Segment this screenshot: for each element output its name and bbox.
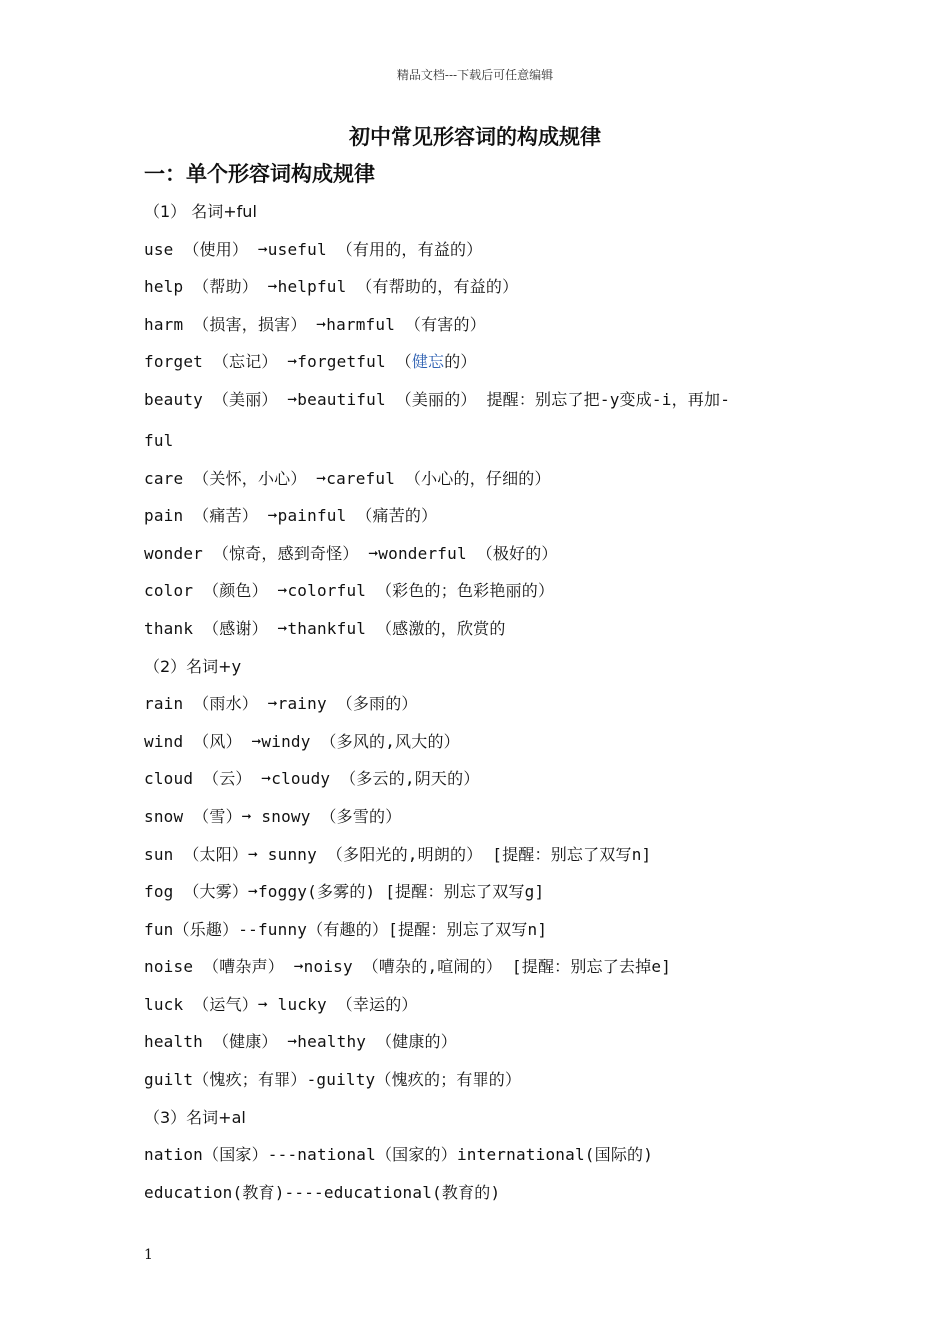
entry-line: luck （运气）➞ lucky （幸运的） xyxy=(144,994,418,1014)
page-number: 1 xyxy=(144,1247,153,1263)
entry-line: wonder （惊奇，感到奇怪） ➞wonderful （极好的） xyxy=(144,543,558,563)
document-body xyxy=(144,193,824,1211)
page-header: 精品文档---下载后可任意编辑 xyxy=(396,68,554,82)
entry-line: guilt（愧疚；有罪）-guilty（愧疚的；有罪的） xyxy=(144,1070,522,1090)
entry-line: health （健康） ➞healthy （健康的） xyxy=(144,1032,457,1052)
entry-line: nation（国家）---national（国家的）international(国际的) xyxy=(144,1145,654,1165)
entry-line: snow （雪）➞ snowy （多雪的） xyxy=(144,806,402,826)
entry-line: wind （风） ➞windy （多风的,风大的） xyxy=(144,731,460,751)
entry-line: noise （嘈杂声） ➞noisy （嘈杂的,喧闹的） [提醒：别忘了去掉e] xyxy=(144,957,672,977)
entry-text: forget （忘记） ➞forgetful （ xyxy=(144,352,412,372)
entry-line: sun （太阳）➞ sunny （多阳光的,明朗的） [提醒：别忘了双写n] xyxy=(144,844,652,864)
entry-line-continued: ful xyxy=(144,430,174,450)
entry-line: education(教育)----educational(教育的) xyxy=(144,1182,501,1202)
entry-line: harm （损害，损害） ➞harmful （有害的） xyxy=(144,314,486,334)
entry-line: fog （大雾）➞foggy(多雾的) [提醒：别忘了双写g] xyxy=(144,882,545,902)
entry-line: color （颜色） ➞colorful （彩色的；色彩艳丽的） xyxy=(144,581,555,601)
entry-line: use （使用） ➞useful （有用的，有益的） xyxy=(144,239,483,259)
hyperlink-jianwang[interactable]: 健忘 xyxy=(411,352,445,372)
entry-line: cloud （云） ➞cloudy （多云的,阴天的） xyxy=(144,769,480,789)
entry-line: pain （痛苦） ➞painful （痛苦的） xyxy=(144,506,438,526)
entry-line-forget xyxy=(144,343,824,381)
entry-line: thank （感谢） ➞thankful （感激的，欣赏的 xyxy=(144,618,506,638)
entry-line: care （关怀，小心） ➞careful （小心的，仔细的） xyxy=(144,468,551,488)
subheading-y: （2）名词+y xyxy=(144,656,242,676)
section-heading: 一：单个形容词构成规律 xyxy=(144,162,375,186)
subheading-ful: （1） 名词+ful xyxy=(144,202,257,221)
document-title: 初中常见形容词的构成规律 xyxy=(349,125,601,149)
entry-line: fun（乐趣）--funny（有趣的）[提醒：别忘了双写n] xyxy=(144,919,548,939)
subheading-al: （3）名词+al xyxy=(144,1107,246,1127)
entry-line: beauty （美丽） ➞beautiful （美丽的） 提醒：别忘了把-y变成-i，再加- xyxy=(144,389,731,409)
entry-line: rain （雨水） ➞rainy （多雨的） xyxy=(144,694,418,714)
entry-text: 的） xyxy=(444,352,477,372)
entry-line: help （帮助） ➞helpful （有帮助的，有益的） xyxy=(144,277,519,297)
